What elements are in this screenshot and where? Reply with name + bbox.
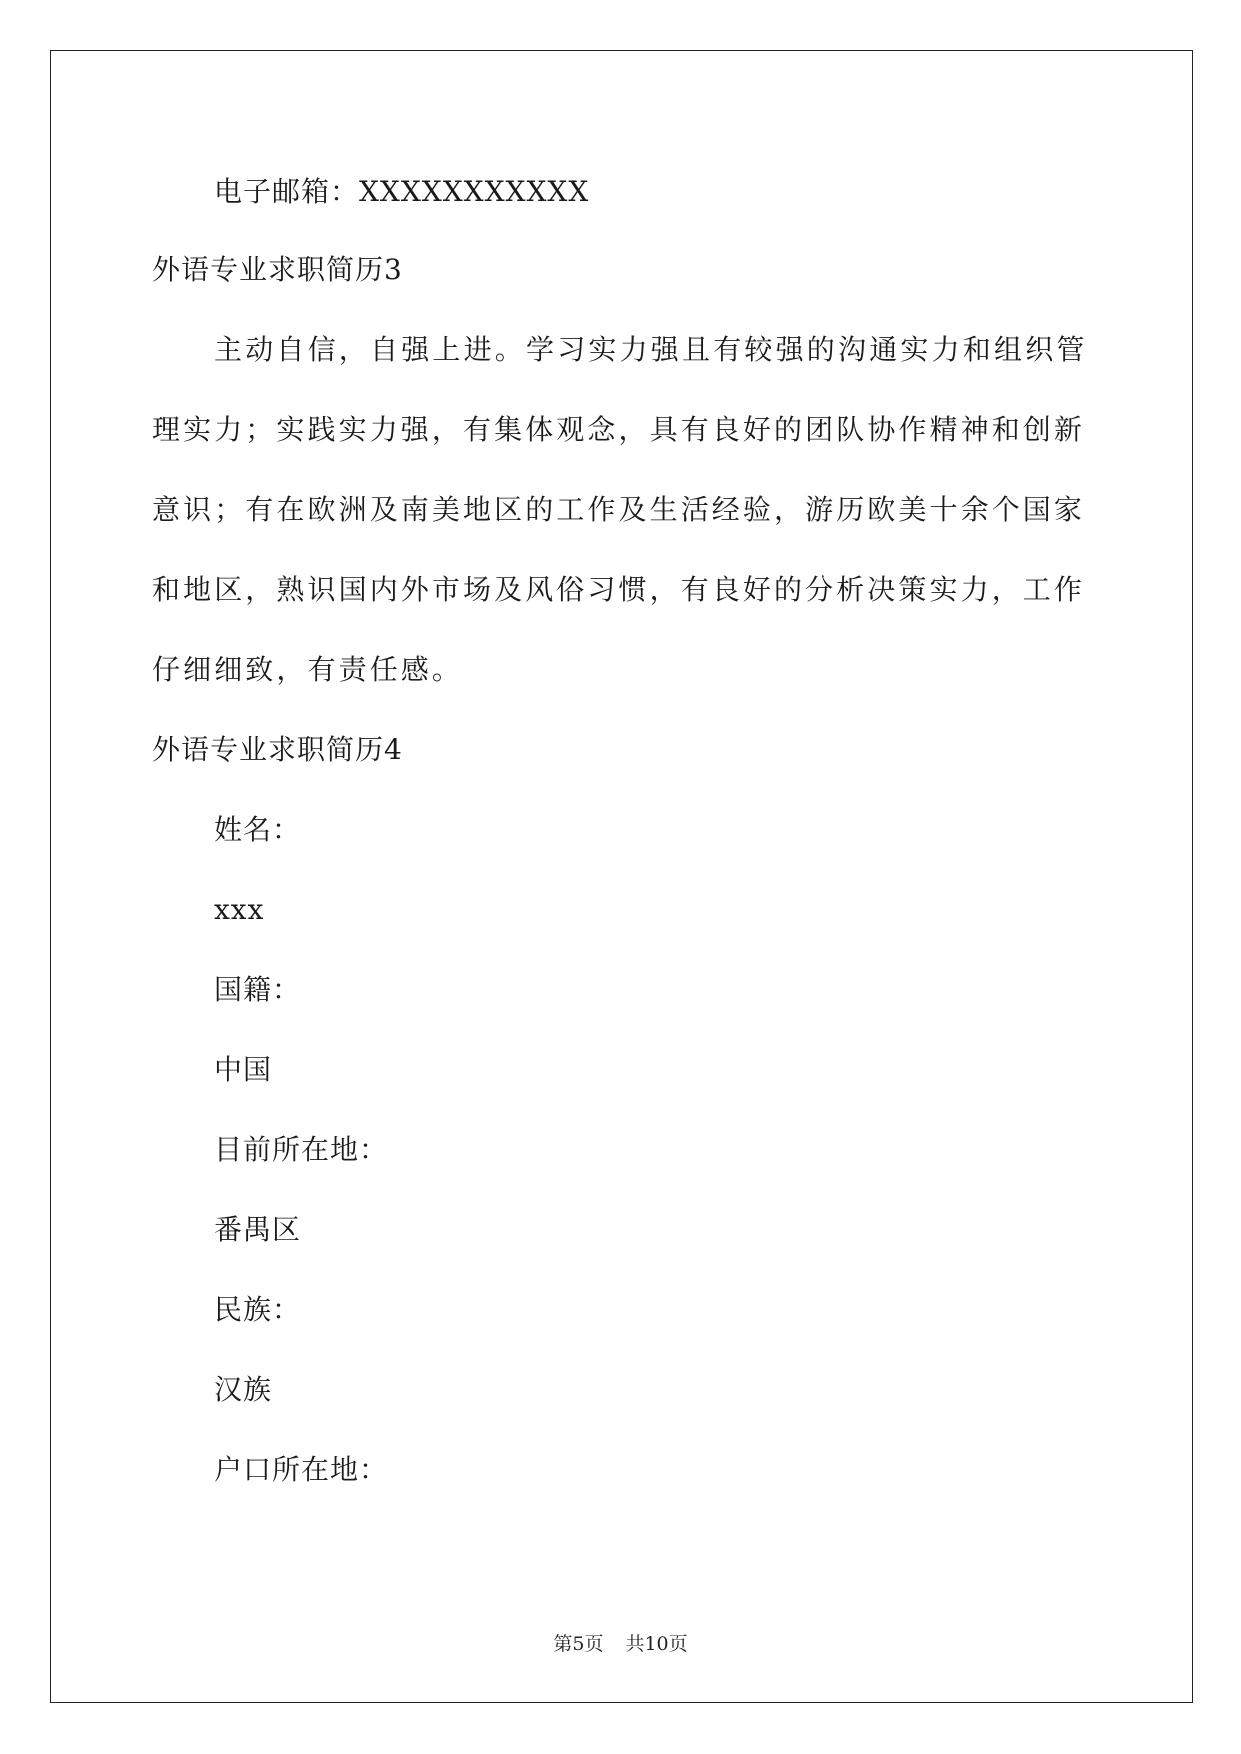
paragraph-line: 意识；有在欧洲及南美地区的工作及生活经验，游历欧美十余个国家 xyxy=(152,493,1086,526)
page-total: 共10页 xyxy=(625,1633,688,1655)
field-label-name: 姓名： xyxy=(214,813,302,846)
paragraph-line: 仔细细致，有责任感。 xyxy=(152,653,464,686)
page-number: 第5页 xyxy=(553,1633,604,1655)
field-label-nationality: 国籍： xyxy=(214,973,302,1006)
field-value-location: 番禺区 xyxy=(214,1213,302,1246)
paragraph-line: 理实力；实践实力强，有集体观念，具有良好的团队协作精神和创新 xyxy=(152,413,1086,446)
section-4-heading: 外语专业求职简历4 xyxy=(152,733,403,766)
field-label-location: 目前所在地： xyxy=(214,1133,389,1166)
field-value-nationality: 中国 xyxy=(214,1053,273,1086)
field-label-ethnicity: 民族： xyxy=(214,1293,302,1326)
page-footer xyxy=(0,1630,1241,1658)
paragraph-line: 主动自信，自强上进。学习实力强且有较强的沟通实力和组织管 xyxy=(214,333,1088,366)
email-line: 电子邮箱：XXXXXXXXXXX xyxy=(214,175,590,208)
field-value-ethnicity: 汉族 xyxy=(214,1373,273,1406)
paragraph-line: 和地区，熟识国内外市场及风俗习惯，有良好的分析决策实力，工作 xyxy=(152,573,1086,606)
field-value-name: xxx xyxy=(214,893,265,926)
section-3-heading: 外语专业求职简历3 xyxy=(152,253,403,286)
field-label-hukou: 户口所在地： xyxy=(214,1453,389,1486)
